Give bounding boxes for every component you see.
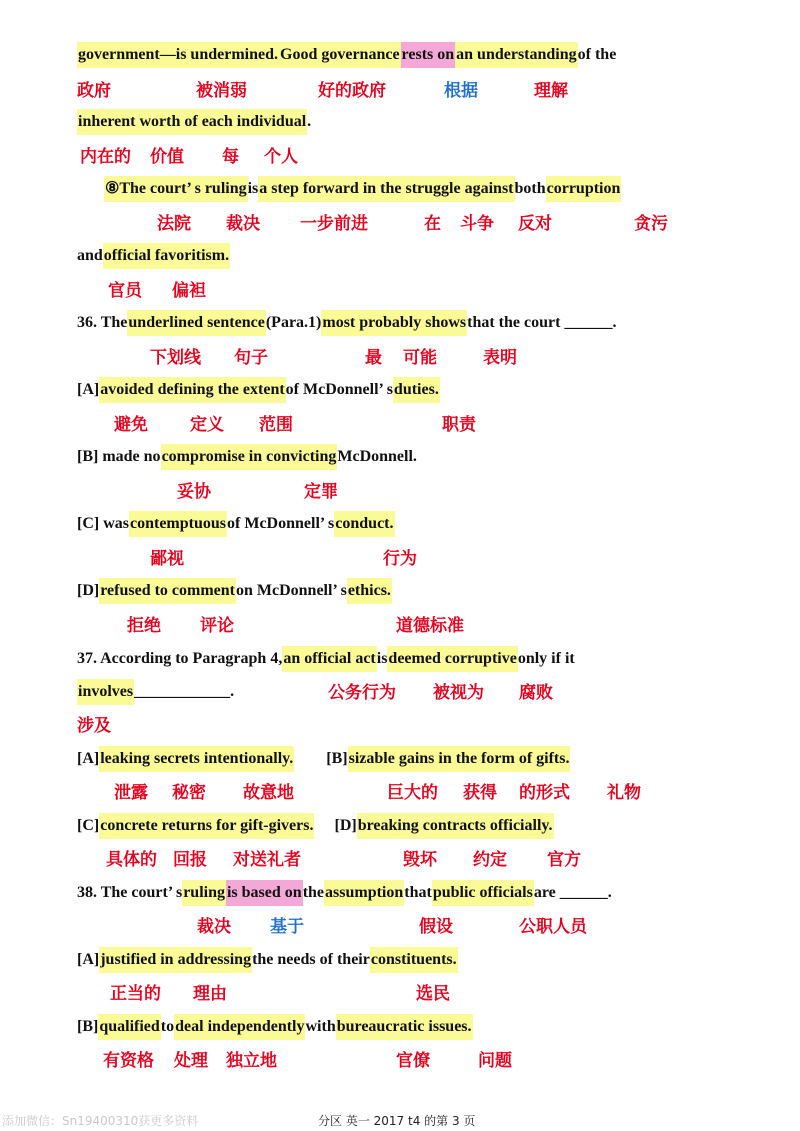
plain-text: 38. The court’ s [77, 884, 183, 901]
chinese-annotation: 被视为 [433, 683, 484, 703]
yellow-highlight: an official act [282, 646, 376, 672]
yellow-highlight: deal independently [174, 1014, 305, 1040]
plain-text: 36. The [77, 314, 128, 331]
chinese-annotation: 可能 [403, 348, 437, 368]
plain-text: to [160, 1018, 175, 1035]
text-line-1 [77, 42, 616, 68]
plain-text: are ______. [533, 884, 612, 901]
text-line-7 [77, 444, 417, 470]
chinese-annotation: 反对 [518, 214, 552, 234]
chinese-annotation: 根据 [444, 81, 478, 101]
chinese-annotation: 定义 [190, 415, 224, 435]
text-line-16 [77, 1014, 473, 1040]
chinese-annotation: 价值 [150, 147, 184, 167]
plain-text: [B] made no [77, 448, 161, 465]
yellow-highlight: ruling [182, 880, 226, 906]
chinese-annotation: 约定 [473, 850, 507, 870]
chinese-annotation: 官方 [547, 850, 581, 870]
text-line-14 [77, 880, 612, 906]
plain-text: [B] [77, 1018, 99, 1035]
chinese-annotation: 道德标准 [396, 616, 464, 636]
chinese-annotation: 巨大的 [387, 783, 438, 803]
yellow-highlight: ethics. [347, 578, 392, 604]
watermark-text: 添加微信：Sn19400310获更多资料 [2, 1114, 199, 1128]
chinese-annotation: 有资格 [103, 1051, 154, 1071]
plain-text: that the court ______. [467, 314, 617, 331]
yellow-highlight: constituents. [370, 947, 458, 973]
plain-text: the [302, 884, 325, 901]
plain-text: 37. According to Paragraph 4, [77, 650, 283, 667]
chinese-annotation: 定罪 [304, 482, 338, 502]
chinese-annotation: 礼物 [607, 783, 641, 803]
plain-text: both [514, 180, 546, 197]
chinese-annotation: 公务行为 [328, 683, 396, 703]
text-line-11 [77, 679, 234, 705]
yellow-highlight: leaking secrets intentionally. [99, 746, 294, 772]
yellow-highlight: government—is undermined. [77, 42, 279, 68]
plain-text: (Para.1) [265, 314, 322, 331]
plain-text: [D] [314, 817, 357, 834]
yellow-highlight: conduct. [334, 511, 394, 537]
yellow-highlight: official favoritism. [103, 243, 230, 269]
chinese-annotation: 具体的 [106, 850, 157, 870]
chinese-annotation: 理由 [193, 984, 227, 1004]
plain-text: [A] [77, 381, 100, 398]
chinese-annotation: 内在的 [80, 147, 131, 167]
chinese-annotation: 避免 [114, 415, 148, 435]
chinese-annotation: 获得 [463, 783, 497, 803]
chinese-annotation: 政府 [77, 81, 111, 101]
plain-text: . [307, 113, 312, 130]
chinese-annotation: 贪污 [634, 214, 668, 234]
chinese-annotation: 在 [424, 214, 441, 234]
yellow-highlight: assumption [324, 880, 404, 906]
plain-text: [A] [77, 750, 100, 767]
yellow-highlight: involves [77, 679, 134, 705]
chinese-annotation: 正当的 [110, 984, 161, 1004]
chinese-annotation: 妥协 [177, 482, 211, 502]
text-line-9 [77, 578, 392, 604]
chinese-annotation: 拒绝 [127, 616, 161, 636]
chinese-annotation: 处理 [174, 1051, 208, 1071]
chinese-annotation: 偏袒 [172, 281, 206, 301]
yellow-highlight: deemed corruptive [387, 646, 517, 672]
plain-text: the needs of their [252, 951, 370, 968]
chinese-annotation: 基于 [270, 917, 304, 937]
chinese-annotation: 最 [365, 348, 382, 368]
plain-text: [C] was [77, 515, 129, 532]
chinese-annotation: 对送礼者 [233, 850, 301, 870]
chinese-annotation: 公职人员 [519, 917, 587, 937]
plain-text: only if it [517, 650, 575, 667]
chinese-annotation: 斗争 [460, 214, 494, 234]
plain-text: ____________. [134, 683, 235, 700]
plain-text: [B] [294, 750, 348, 767]
plain-text: on McDonnell’ s [236, 582, 347, 599]
yellow-highlight: qualified [98, 1014, 160, 1040]
yellow-highlight: refused to comment [99, 578, 236, 604]
plain-text: [A] [77, 951, 100, 968]
chinese-annotation: 范围 [259, 415, 293, 435]
yellow-highlight: most probably shows [321, 310, 467, 336]
text-line-2 [77, 109, 311, 135]
chinese-annotation: 下划线 [150, 348, 201, 368]
chinese-annotation: 理解 [534, 81, 568, 101]
chinese-annotation: 故意地 [243, 783, 294, 803]
chinese-annotation: 的形式 [519, 783, 570, 803]
text-line-10 [77, 646, 575, 672]
plain-text: and [77, 247, 103, 264]
chinese-annotation: 泄露 [114, 783, 148, 803]
yellow-highlight: avoided defining the extent [99, 377, 285, 403]
yellow-highlight: duties. [393, 377, 440, 403]
chinese-annotation: 法院 [157, 214, 191, 234]
plain-text: of the [577, 46, 617, 63]
text-line-15 [77, 947, 458, 973]
text-line-13 [77, 813, 554, 839]
plain-text: [D] [77, 582, 100, 599]
text-line-8 [77, 511, 395, 537]
text-line-4 [77, 243, 230, 269]
chinese-annotation: 问题 [478, 1051, 512, 1071]
chinese-annotation: 个人 [264, 147, 298, 167]
plain-text: is [247, 180, 259, 197]
chinese-annotation: 被消弱 [196, 81, 247, 101]
plain-text: of McDonnell’ s [285, 381, 393, 398]
chinese-annotation: 每 [222, 147, 239, 167]
chinese-annotation: 评论 [200, 616, 234, 636]
chinese-annotation: 一步前进 [300, 214, 368, 234]
chinese-annotation: 假设 [419, 917, 453, 937]
yellow-highlight: Good governance [279, 42, 401, 68]
chinese-annotation: 职责 [442, 415, 476, 435]
chinese-annotation: 行为 [383, 549, 417, 569]
chinese-annotation: 官员 [108, 281, 142, 301]
plain-text: that [404, 884, 432, 901]
pink-highlight: is based on [226, 880, 303, 906]
chinese-annotation: 回报 [173, 850, 207, 870]
plain-text: of McDonnell’ s [227, 515, 335, 532]
plain-text: McDonnell. [337, 448, 417, 465]
chinese-annotation: 鄙视 [150, 549, 184, 569]
text-line-5 [77, 310, 616, 336]
yellow-highlight: public officials [432, 880, 534, 906]
yellow-highlight: sizable gains in the form of gifts. [348, 746, 571, 772]
chinese-annotation: 好的政府 [318, 81, 386, 101]
yellow-highlight: an understanding [455, 42, 578, 68]
yellow-highlight: ⑧The court’ s ruling [104, 176, 248, 202]
plain-text: with [305, 1018, 336, 1035]
chinese-annotation: 裁决 [197, 917, 231, 937]
yellow-highlight: a step forward in the struggle against [258, 176, 514, 202]
text-line-3 [104, 176, 621, 202]
page-number: 分区 英一 2017 t4 的第 3 页 [318, 1114, 476, 1128]
chinese-annotation: 选民 [416, 984, 450, 1004]
chinese-annotation: 独立地 [226, 1051, 277, 1071]
yellow-highlight: underlined sentence [127, 310, 265, 336]
chinese-annotation: 毁坏 [403, 850, 437, 870]
chinese-annotation: 表明 [483, 348, 517, 368]
chinese-annotation: 秘密 [172, 783, 206, 803]
yellow-highlight: concrete returns for gift-givers. [99, 813, 314, 839]
yellow-highlight: bureaucratic issues. [336, 1014, 473, 1040]
chinese-annotation: 腐败 [519, 683, 553, 703]
yellow-highlight: contemptuous [129, 511, 227, 537]
plain-text: [C] [77, 817, 100, 834]
text-line-6 [77, 377, 440, 403]
chinese-annotation: 涉及 [77, 716, 111, 736]
chinese-annotation: 句子 [234, 348, 268, 368]
yellow-highlight: compromise in convicting [161, 444, 338, 470]
text-line-12 [77, 746, 570, 772]
chinese-annotation: 官僚 [396, 1051, 430, 1071]
yellow-highlight: inherent worth of each individual [77, 109, 307, 135]
plain-text: is [376, 650, 388, 667]
yellow-highlight: justified in addressing [99, 947, 252, 973]
yellow-highlight: corruption [546, 176, 622, 202]
chinese-annotation: 裁决 [226, 214, 260, 234]
pink-highlight: rests on [401, 42, 456, 68]
yellow-highlight: breaking contracts officially. [357, 813, 554, 839]
